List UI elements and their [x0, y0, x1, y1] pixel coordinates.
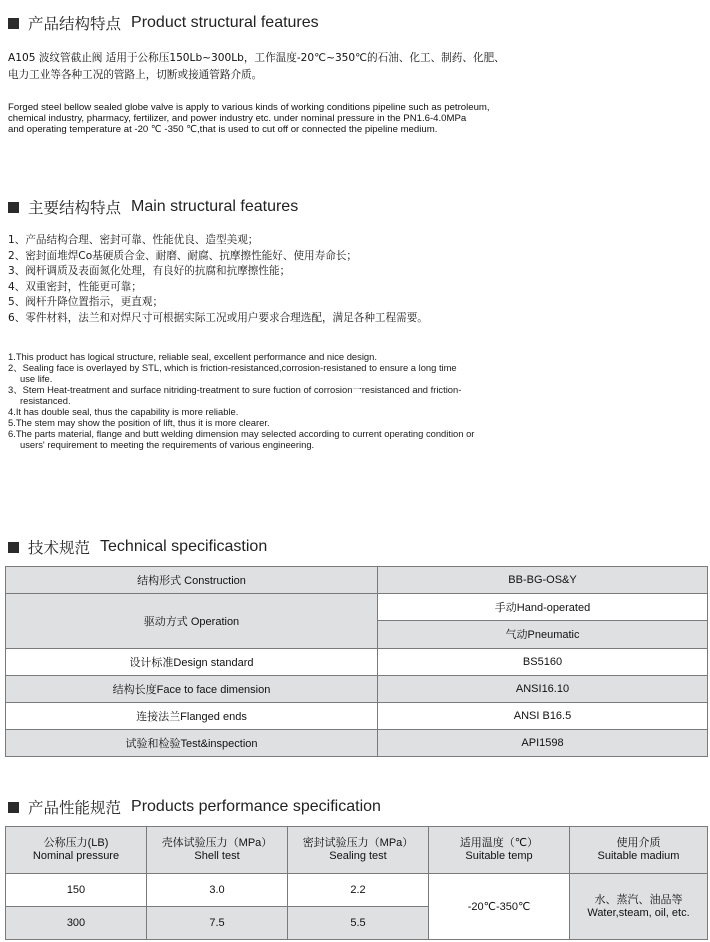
main-features-zh-list — [8, 233, 428, 327]
square-bullet-icon — [8, 542, 19, 553]
header-en: Suitable madium — [597, 850, 680, 862]
section-heading-main-features — [8, 196, 298, 218]
intro-en-line: Forged steel bellow sealed globe valve is apply to various kinds of working conditions pipeline such as petroleum, — [8, 102, 490, 113]
shell-test-cell: 3.0 — [147, 874, 288, 907]
square-bullet-icon — [8, 802, 19, 813]
column-header — [147, 827, 288, 874]
spec-label: 设计标准Design standard — [6, 648, 378, 675]
list-item — [8, 417, 474, 428]
spec-label: 结构形式 Construction — [6, 567, 378, 594]
list-item: 4、双重密封，性能更可靠； — [8, 280, 142, 293]
suitable-temp-cell: -20℃-350℃ — [429, 874, 570, 940]
spec-value: ANSI16.10 — [378, 675, 708, 702]
medium-en: Water,steam, oil, etc. — [587, 906, 690, 919]
product-intro-en — [8, 102, 490, 136]
table-row — [6, 648, 708, 675]
header-en: Shell test — [194, 850, 240, 862]
sealing-test-cell: 5.5 — [288, 907, 429, 940]
table-row — [6, 874, 708, 907]
product-intro-zh — [8, 50, 505, 84]
intro-zh-line: 电力工业等各种工况的管路上，切断或接通管路介质。 — [8, 69, 263, 81]
column-header — [570, 827, 708, 874]
pressure-cell: 150 — [6, 874, 147, 907]
shell-test-cell: 7.5 — [147, 907, 288, 940]
list-line-cont: resistanced. — [20, 395, 71, 406]
intro-en-line: chemical industry, pharmacy, fertilizer, and power industry etc. under nominal pressure in the PN1.6-4.0MPa — [8, 113, 467, 125]
table-row — [6, 702, 708, 729]
header-en: Suitable temp — [465, 850, 533, 862]
heading-zh: 产品结构特点 — [28, 15, 122, 33]
heading-en: Products performance specification — [131, 798, 381, 815]
list-item: 3、阀杆调质及表面氮化处理，有良好的抗腐和抗摩擦性能； — [8, 265, 291, 278]
medium-zh: 水、蒸汽、油品等 — [594, 893, 683, 906]
intro-zh-line: A105 波纹管截止阀 适用于公称压150Lb~300Lb，工作温度-20℃~350℃的石油、化工、制药、化肥、 — [8, 52, 505, 64]
list-item — [8, 428, 474, 450]
table-row — [6, 567, 708, 594]
spec-label: 驱动方式 Operation — [6, 594, 378, 648]
table-row — [6, 675, 708, 702]
header-zh: 公称压力(LB) — [43, 837, 109, 849]
spec-value: 气动Pneumatic — [378, 621, 708, 648]
list-item: 5、阀杆升降位置指示，更直观； — [8, 296, 164, 309]
list-item — [8, 351, 474, 362]
table-row — [6, 730, 708, 757]
list-line: 3、Stem Heat-treatment and surface nitriding-treatment to sure fuction of corrosion一resistanced and friction- — [8, 384, 462, 395]
list-line: 2、Sealing face is overlayed by STL, which is friction-resistanced,corrosion-resistaned to ensure a long time — [8, 362, 457, 373]
spec-value: ANSI B16.5 — [378, 702, 708, 729]
square-bullet-icon — [8, 202, 19, 213]
spec-label: 试验和检验Test&inspection — [6, 730, 378, 757]
suitable-medium-cell — [570, 874, 708, 940]
header-zh: 密封试验压力（MPa） — [302, 837, 414, 849]
pressure-cell: 300 — [6, 907, 147, 940]
square-bullet-icon — [8, 18, 19, 29]
table-header-row — [6, 827, 708, 874]
heading-en: Main structural features — [131, 198, 299, 215]
list-line-cont: use life. — [20, 373, 53, 384]
list-item: 1、产品结构合理、密封可靠、性能优良、造型美观； — [8, 234, 259, 246]
header-zh: 壳体试验压力（MPa） — [161, 837, 273, 849]
heading-zh: 技术规范 — [28, 539, 91, 557]
spec-value: API1598 — [378, 730, 708, 757]
intro-en-line: and operating temperature at -20 ℃ -350 ℃,that is used to cut off or connected the pipeline medium. — [8, 124, 438, 136]
list-line: 6.The parts material, flange and butt welding dimension may selected according to current operating condition or — [8, 428, 475, 439]
spec-label: 连接法兰Flanged ends — [6, 702, 378, 729]
sealing-test-cell: 2.2 — [288, 874, 429, 907]
list-line-cont: users' requirement to meeting the requirements of various engineering. — [20, 439, 315, 450]
list-item — [8, 362, 474, 384]
heading-en: Product structural features — [131, 14, 319, 31]
list-item: 2、密封面堆焊Co基硬质合金、耐磨、耐腐、抗摩擦性能好、使用寿命长； — [8, 249, 358, 262]
column-header — [429, 827, 570, 874]
technical-spec-table — [5, 566, 708, 757]
list-line: 1.This product has logical structure, reliable seal, excellent performance and nice design. — [8, 351, 377, 362]
column-header — [6, 827, 147, 874]
list-line: 5.The stem may show the position of lift, thus it is more clearer. — [8, 417, 270, 428]
list-line: 4.It has double seal, thus the capability is more reliable. — [8, 406, 239, 417]
list-item — [8, 406, 474, 417]
list-item: 6、零件材料，法兰和对焊尺寸可根据实际工况或用户要求合理选配，满足各种工程需要。 — [8, 311, 428, 324]
list-item — [8, 384, 474, 406]
performance-spec-table — [5, 826, 708, 940]
column-header — [288, 827, 429, 874]
spec-value: BB-BG-OS&Y — [378, 567, 708, 594]
heading-zh: 主要结构特点 — [28, 199, 122, 217]
section-heading-technical-spec — [8, 536, 267, 558]
spec-value: 手动Hand-operated — [378, 594, 708, 621]
table-row — [6, 594, 708, 621]
main-features-en-list — [8, 351, 474, 450]
header-zh: 适用温度（℃） — [459, 837, 539, 849]
header-en: Sealing test — [329, 850, 387, 862]
spec-label: 结构长度Face to face dimension — [6, 675, 378, 702]
header-zh: 使用介质 — [616, 837, 661, 849]
spec-value: BS5160 — [378, 648, 708, 675]
section-heading-product-features — [8, 12, 319, 34]
heading-en: Technical specificastion — [100, 538, 268, 555]
heading-zh: 产品性能规范 — [28, 799, 122, 817]
section-heading-performance-spec — [8, 796, 381, 818]
header-en: Nominal pressure — [32, 850, 120, 862]
